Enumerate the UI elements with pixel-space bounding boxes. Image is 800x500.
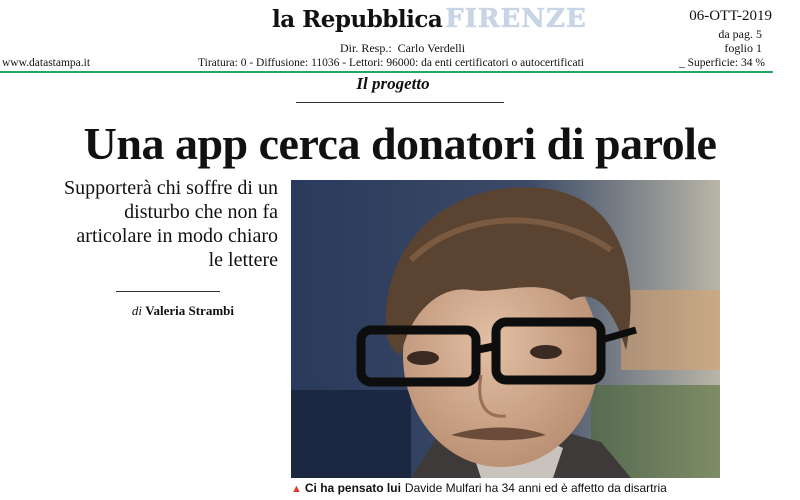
clip-meta-row (0, 57, 800, 71)
header-divider (0, 71, 773, 73)
newspaper-logo: la Repubblica (272, 6, 443, 33)
caption-lead: Ci ha pensato lui (304, 481, 401, 495)
caption-text: Davide Mulfari ha 34 anni ed è affetto da disartria (404, 481, 667, 495)
byline (60, 303, 234, 319)
article-photo (291, 180, 720, 478)
section-divider (296, 102, 504, 103)
clip-date: 06-OTT-2019 (689, 8, 772, 24)
edition-logo: FIRENZE (445, 4, 587, 34)
triangle-up-icon: ▲ (291, 483, 302, 495)
section-header (0, 74, 800, 94)
section-label: Il progetto (356, 74, 430, 93)
distribution-stats: Tiratura: 0 - Diffusione: 11036 - Lettori: 96000: da enti certificatori o autocertificati (198, 57, 584, 69)
surface-percentage: _ Superficie: 34 % (679, 57, 765, 69)
subheadline: Supporterà chi soffre di un disturbo che non fa articolare in modo chiaro le lettere (63, 177, 278, 271)
byline-prefix: di (131, 303, 143, 318)
headline: Una app cerca donatori di parole (83, 118, 717, 169)
sheet-number: foglio 1 (724, 41, 762, 55)
page-reference (718, 27, 762, 55)
director-line: Dir. Resp.: Carlo Verdelli (340, 41, 466, 55)
source-link[interactable]: www.datastampa.it (2, 57, 91, 69)
masthead (272, 4, 587, 32)
byline-divider (116, 291, 220, 292)
byline-author: Valeria Strambi (145, 303, 234, 318)
page-from: da pag. 5 (718, 27, 762, 41)
portrait-illustration (291, 180, 720, 478)
photo-caption (291, 481, 731, 495)
